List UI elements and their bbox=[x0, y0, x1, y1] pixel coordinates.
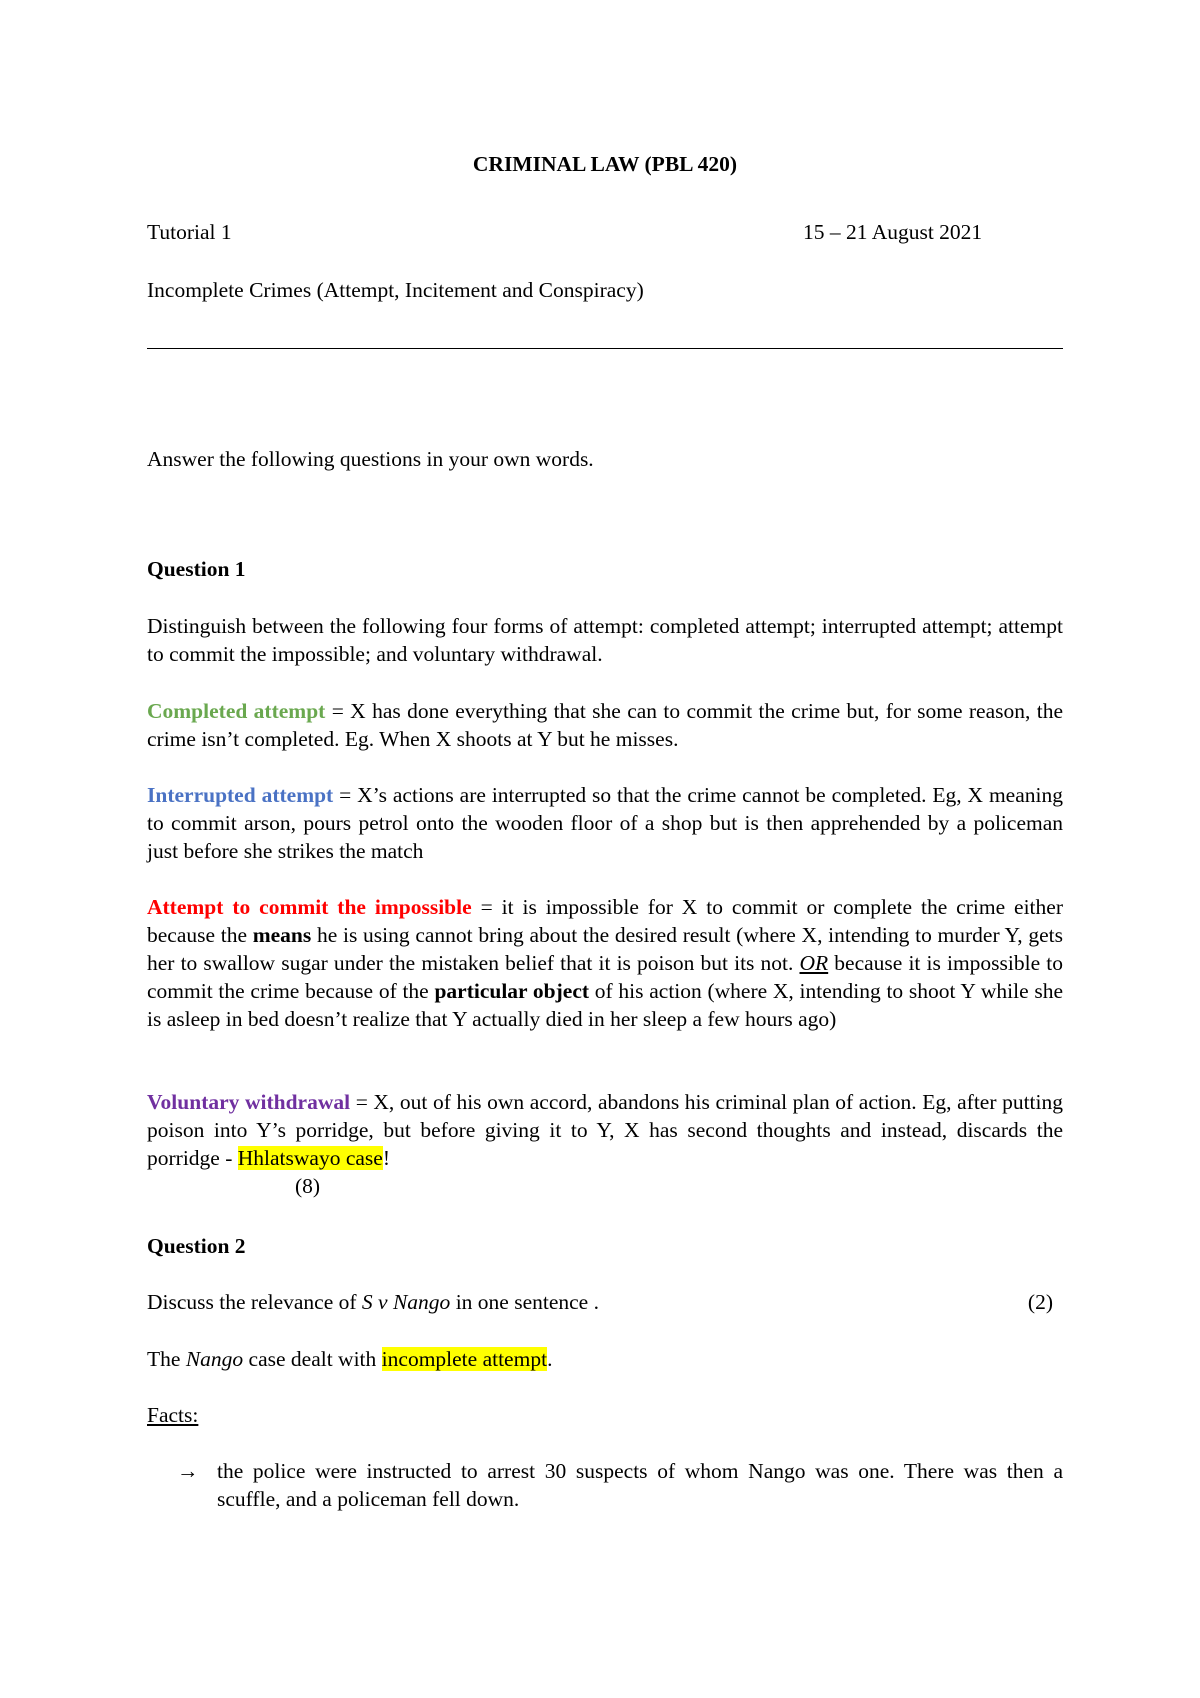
nango-answer bbox=[147, 1345, 1063, 1373]
completed-attempt-term: Completed attempt bbox=[147, 699, 326, 723]
question-2-heading: Question 2 bbox=[147, 1234, 246, 1258]
incomplete-attempt-highlight: incomplete attempt bbox=[381, 1347, 548, 1371]
nango-case-name: Nango bbox=[185, 1347, 244, 1371]
question-2-prompt bbox=[147, 1288, 1063, 1316]
completed-attempt-paragraph bbox=[147, 697, 1063, 753]
right-arrow-icon: → bbox=[177, 1459, 199, 1483]
fact-list-item bbox=[177, 1457, 1063, 1513]
voluntary-withdrawal-term: Voluntary withdrawal bbox=[147, 1090, 351, 1114]
question-2-prompt-pre: Discuss the relevance of bbox=[147, 1290, 362, 1314]
voluntary-withdrawal-paragraph bbox=[147, 1088, 1063, 1172]
document-title: CRIMINAL LAW (PBL 420) bbox=[472, 152, 738, 176]
impossible-text-4: of his action (where X, intending to shoot Y while she is asleep in bed doesn’t realize that Y actually died in her sleep a few hours ago) bbox=[147, 979, 1064, 1031]
nango-answer-mid: case dealt with bbox=[243, 1347, 382, 1371]
tutorial-date: 15 – 21 August 2021 bbox=[803, 220, 983, 244]
particular-object-emphasis: particular object bbox=[434, 979, 590, 1003]
instruction-text: Answer the following questions in your own words. bbox=[147, 447, 594, 471]
voluntary-withdrawal-end: ! bbox=[382, 1146, 390, 1170]
s-v-nango-case: S v Nango bbox=[361, 1290, 451, 1314]
means-emphasis: means bbox=[252, 923, 312, 947]
horizontal-divider bbox=[147, 348, 1063, 349]
question-2-prompt-post: in one sentence . bbox=[450, 1290, 599, 1314]
question-1-heading: Question 1 bbox=[147, 557, 246, 581]
voluntary-withdrawal-text: = X, out of his own accord, abandons his criminal plan of action. Eg, after putting poison into Y’s porridge, but before giving it to Y, X has second thoughts and instead, discards the porridge - bbox=[147, 1090, 1064, 1170]
completed-attempt-text: = X has done everything that she can to commit the crime but, for some reason, the crime isn’t completed. Eg. When X shoots at Y but he misses. bbox=[147, 699, 1063, 751]
question-1-prompt: Distinguish between the following four forms of attempt: completed attempt; interrupted attempt; attempt to commit the impossible; and voluntary withdrawal. bbox=[147, 614, 1063, 666]
question-2-marks: (2) bbox=[1027, 1290, 1053, 1314]
or-emphasis: OR bbox=[799, 951, 829, 975]
facts-label: Facts: bbox=[147, 1403, 199, 1427]
nango-answer-end: . bbox=[547, 1347, 553, 1371]
interrupted-attempt-paragraph bbox=[147, 781, 1063, 865]
tutorial-number: Tutorial 1 bbox=[147, 220, 232, 244]
tutorial-topic: Incomplete Crimes (Attempt, Incitement and Conspiracy) bbox=[147, 278, 644, 302]
hhlatswayo-case-highlight: Hhlatswayo case bbox=[237, 1146, 383, 1170]
interrupted-attempt-term: Interrupted attempt bbox=[147, 783, 334, 807]
impossible-text-3: because it is impossible to commit the crime because of the bbox=[147, 951, 1063, 1003]
impossible-text-2: he is using cannot bring about the desired result (where X, intending to murder Y, gets her to swallow sugar under the mistaken belief that it is poison but its not. bbox=[147, 923, 1063, 975]
impossible-attempt-paragraph bbox=[147, 893, 1063, 1033]
impossible-attempt-term: Attempt to commit the impossible bbox=[147, 895, 472, 919]
fact-text: the police were instructed to arrest 30 suspects of whom Nango was one. There was then a scuffle, and a policeman fell down. bbox=[217, 1459, 1063, 1511]
impossible-text-1: = it is impossible for X to commit or complete the crime either because the bbox=[147, 895, 1063, 947]
question-1-marks: (8) bbox=[295, 1174, 321, 1198]
nango-answer-pre: The bbox=[147, 1347, 186, 1371]
interrupted-attempt-text: = X’s actions are interrupted so that the crime cannot be completed. Eg, X meaning to commit arson, pours petrol onto the wooden floor of a shop but is then apprehended by a policeman just before she strikes the match bbox=[147, 783, 1063, 863]
